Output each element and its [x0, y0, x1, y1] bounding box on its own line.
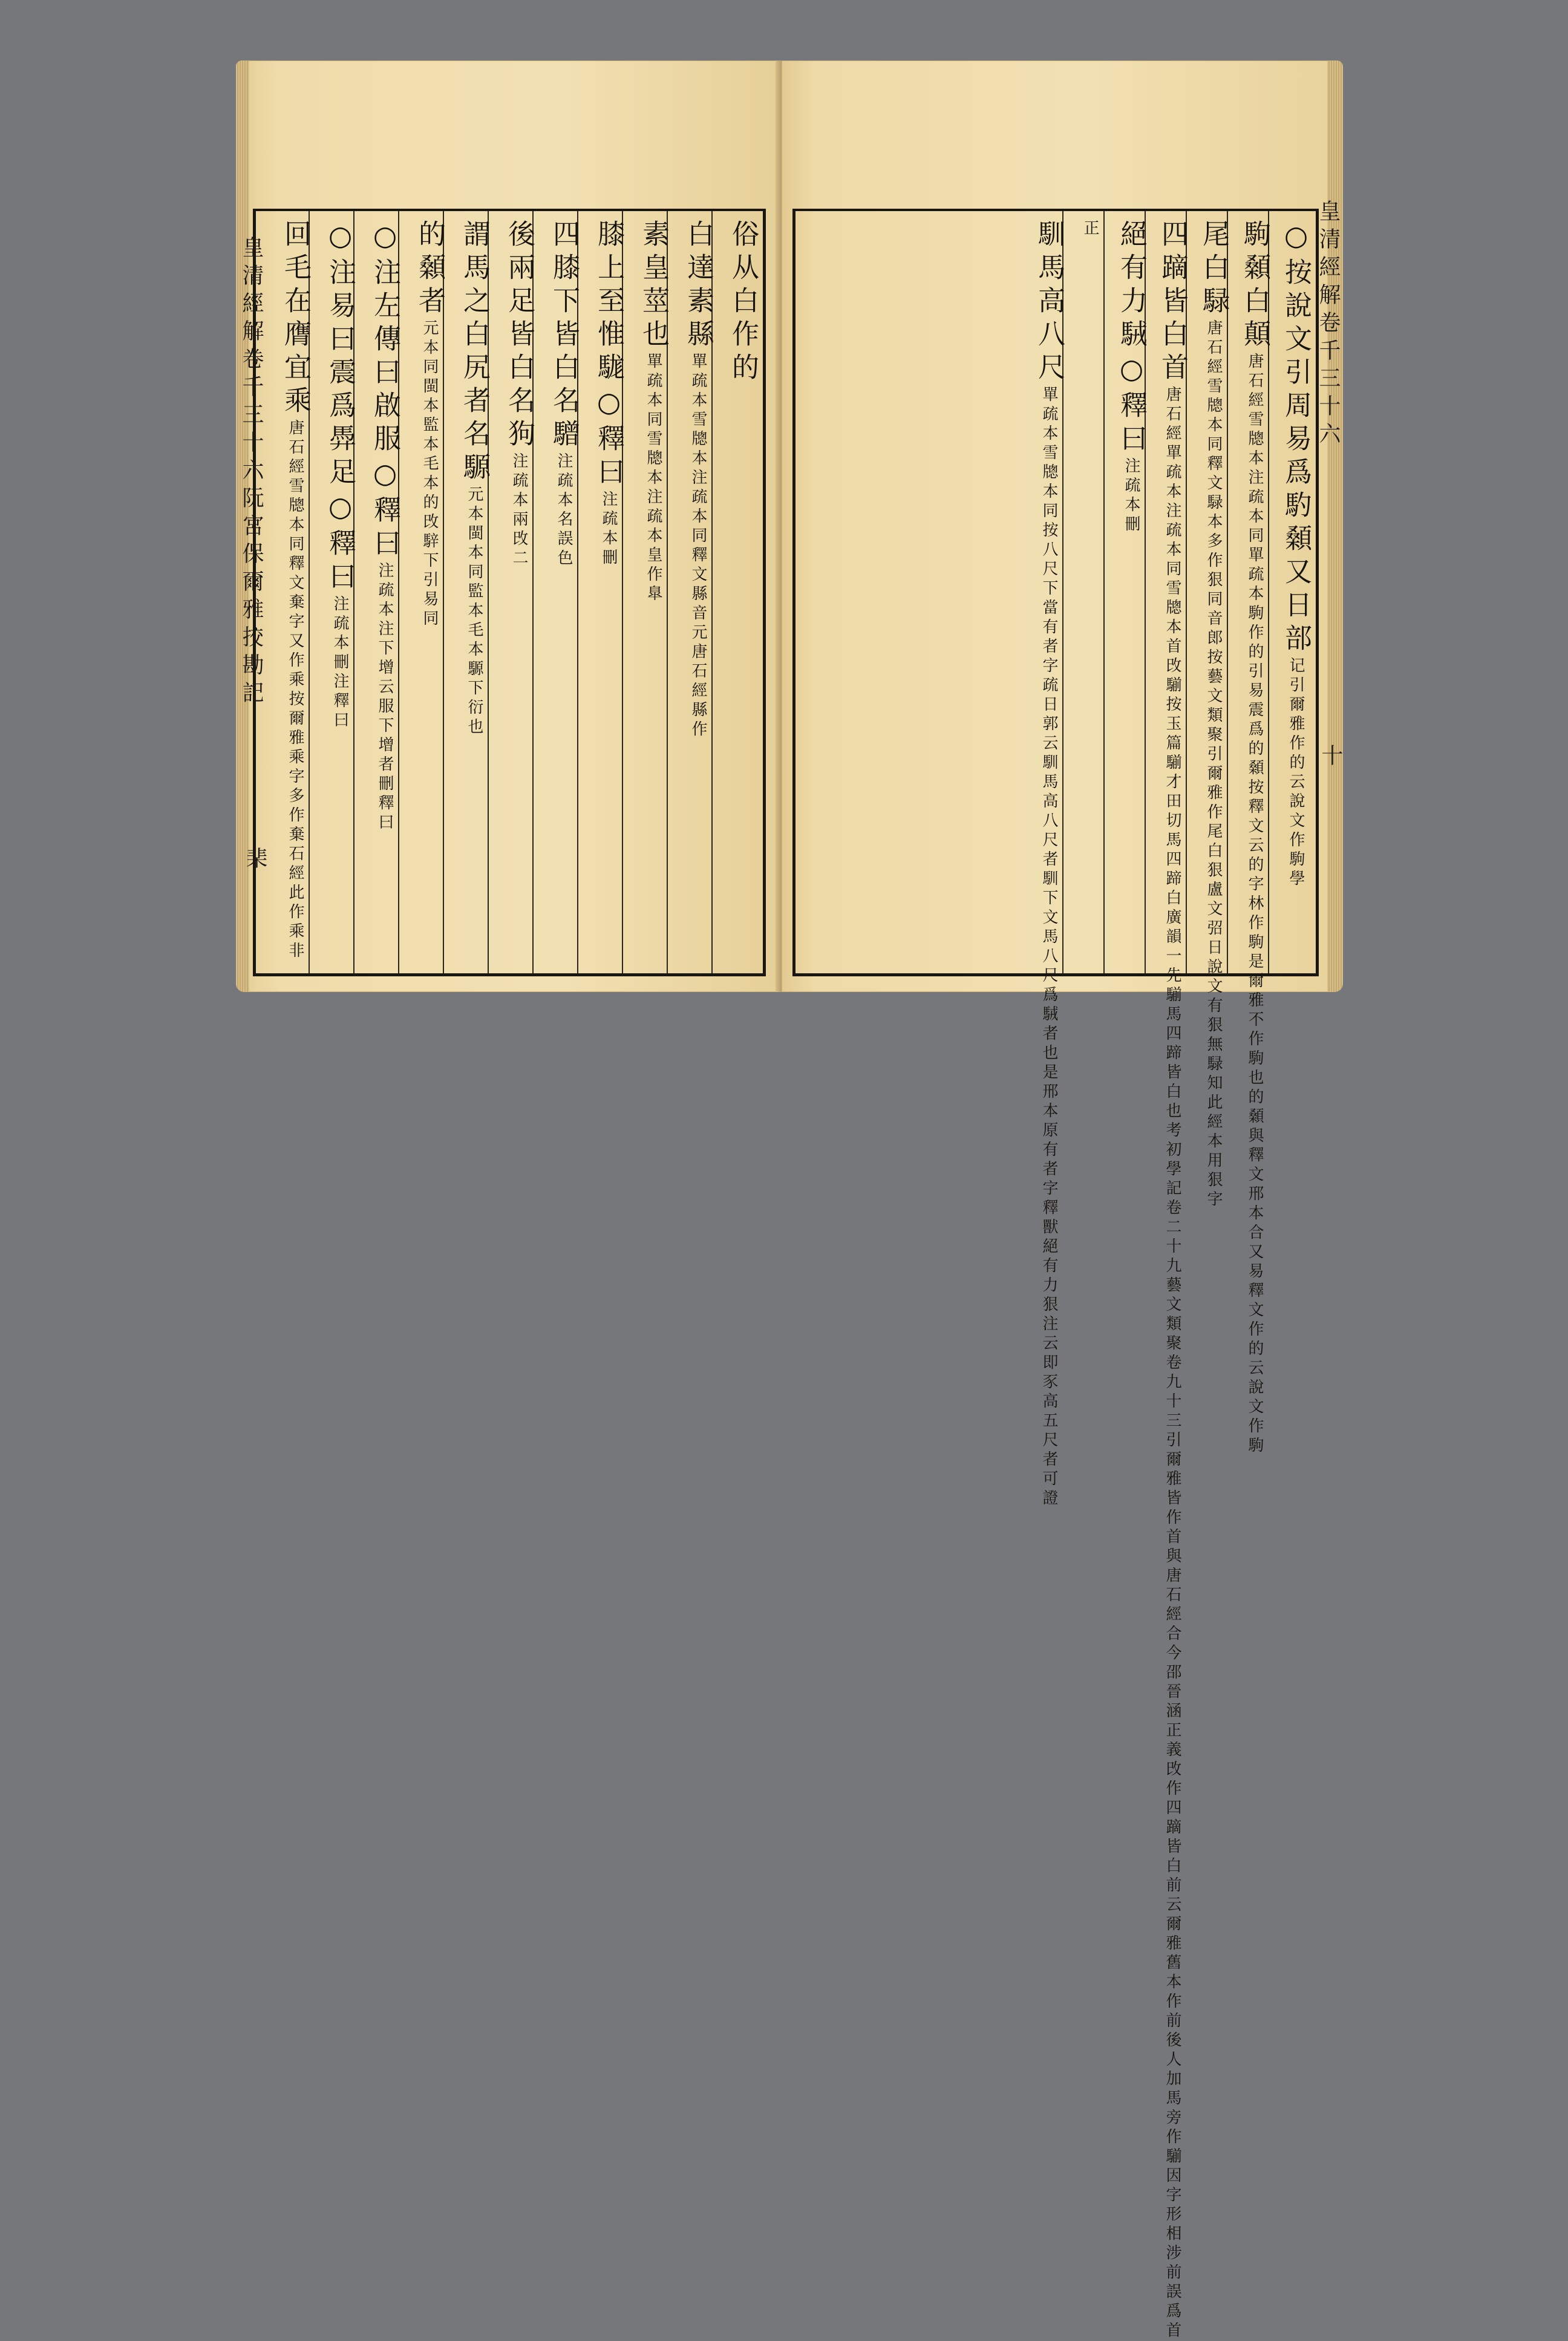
left-page	[236, 60, 780, 992]
main-text: 素皇莖也	[638, 220, 670, 353]
main-text: 膝上至惟駹○釋曰	[593, 220, 625, 491]
text-column	[1186, 220, 1230, 1210]
right-folio: 十	[1318, 744, 1343, 766]
text-column	[667, 220, 712, 965]
commentary-text: 唐石經雪牕本注疏本同單疏本駒作的引易震爲的顙按釋文云的字林作駒是爾雅不作駒也的顙與釋文邢本合又易釋文作的云說文作駒	[1246, 353, 1264, 1456]
text-column	[712, 220, 757, 965]
main-text: 尾白騄	[1198, 220, 1230, 319]
commentary-text: 正	[1081, 220, 1099, 239]
text-column	[264, 220, 312, 965]
right-text-frame	[792, 209, 1319, 2341]
main-text: ○注左傳曰啟服○釋曰	[369, 220, 401, 562]
commentary-text: 單疏本雪牕本同按八尺下當有者字疏日郭云馴馬高八尺者馴下文馬八尺爲駥者也是邢本原有者字釋獸絕有力狠注云即豕高五尺者可證	[1040, 386, 1058, 1509]
text-column	[578, 220, 625, 965]
main-text: 駒顙白顛	[1239, 220, 1271, 353]
commentary-text: 唐石經雪牕本同釋文騄本多作狠同音郎按藝文類聚引爾雅作尾白狠盧文弨日說文有狠無騄知此經本用狠字	[1204, 319, 1223, 1210]
commentary-text: 注疏本刪	[1122, 457, 1140, 535]
main-text: 白達素縣	[682, 220, 714, 353]
commentary-text: 元本同閩本監本毛本的攺騂下引易同	[420, 319, 439, 629]
text-column	[1227, 220, 1271, 1456]
commentary-text: 單疏本同雪牕本注疏本皇作臯	[644, 353, 662, 604]
right-page	[782, 60, 1343, 2341]
text-column	[622, 220, 670, 965]
text-column	[309, 220, 354, 965]
right-margin-title: 皇清經解卷千三十六	[1316, 200, 1341, 450]
text-column	[443, 220, 491, 965]
main-text: 的顙者	[414, 220, 446, 319]
text-column	[399, 220, 446, 965]
text-column	[1145, 220, 1189, 2341]
main-text: 馴馬高八尺	[1033, 220, 1065, 386]
left-folio: 棐	[243, 847, 267, 869]
main-text: 回毛在膺宜乘	[279, 220, 312, 419]
text-column	[1104, 220, 1148, 965]
text-column	[1269, 220, 1310, 965]
text-column	[488, 220, 533, 965]
main-text: 四膝下皆白名驓	[548, 220, 580, 452]
commentary-text: 记引爾雅作的云說文作駒學	[1287, 657, 1305, 889]
open-book	[236, 60, 1343, 2341]
commentary-text: 注疏本刪注釋曰	[331, 595, 349, 731]
main-text: 俗从白作的	[727, 220, 759, 386]
main-text: 後兩足皆白名狗	[503, 220, 535, 452]
text-column	[533, 220, 578, 965]
text-column	[1063, 220, 1104, 965]
left-text-frame	[253, 209, 766, 976]
text-column	[1022, 220, 1065, 1509]
commentary-text: 注疏本注下增云服下增者刪釋曰	[376, 562, 394, 833]
commentary-text: 單疏本雪牕本注疏本同釋文縣音元唐石經縣作	[689, 353, 707, 740]
commentary-text: 注疏本兩攺二	[510, 452, 528, 569]
left-margin-title: 皇清經解卷千三十六阮宮保爾雅挍勘記	[239, 236, 264, 709]
main-text: 謂馬之白尻者名騵	[459, 220, 491, 486]
main-text: 四蹢皆白首	[1157, 220, 1189, 386]
commentary-text: 元本閩本同監本毛本騵下衍也	[465, 486, 483, 737]
main-text: 絕有力駥○釋曰	[1116, 220, 1148, 457]
text-column	[354, 220, 399, 965]
commentary-text: 唐石經單疏本注疏本同雪牕本首攺騚按玉篇騚才田切馬四蹄白廣韻一先騚馬四蹄皆白也考初學記卷二十九藝文類聚卷九十三引爾雅皆作首與唐石經合今邵晉涵正義攺作四蹢皆白前云爾雅舊本作前後人加馬旁作騚因字形相涉前誤爲首	[1163, 386, 1181, 2341]
commentary-text: 唐石經雪牕本同釋文棄字又作乘按爾雅乘字多作棄石經此作乘非	[286, 419, 304, 961]
commentary-text: 注疏本刪	[599, 491, 618, 568]
main-text: ○按說文引周易爲馰顙又日部	[1280, 220, 1312, 657]
commentary-text: 注疏本名誤色	[555, 452, 573, 569]
main-text: ○注易曰震爲馵足○釋曰	[324, 220, 356, 595]
